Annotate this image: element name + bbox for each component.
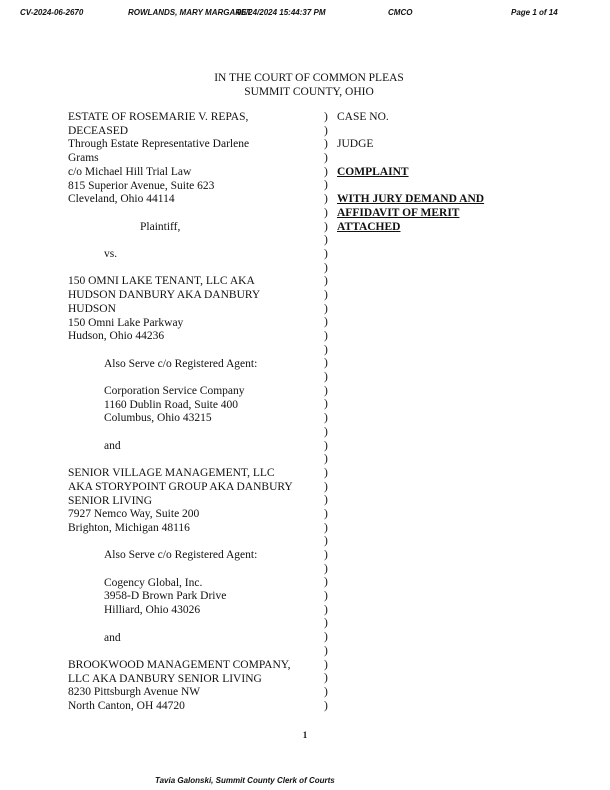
caption-paren: ) [324, 261, 328, 274]
caption-paren: ) [324, 494, 328, 507]
jury-demand-title: ATTACHED [337, 220, 401, 233]
court-heading [0, 72, 610, 99]
defendant-1-name: 150 OMNI LAKE TENANT, LLC AKA [68, 275, 255, 288]
caption-paren: ) [324, 193, 328, 206]
caption-paren: ) [324, 138, 328, 151]
caption-paren: ) [324, 220, 328, 233]
caption-paren: ) [324, 179, 328, 192]
caption-divider [324, 111, 332, 713]
clerk-footer: Tavia Galonski, Summit County Clerk of Courts [155, 776, 335, 785]
judge-label: JUDGE [337, 138, 374, 151]
court-name: IN THE COURT OF COMMON PLEAS [214, 72, 404, 84]
defendant-2-name: SENIOR LIVING [68, 494, 153, 507]
caption-paren: ) [324, 521, 328, 534]
plaintiff-label: Plaintiff, [140, 220, 181, 233]
defendant-2-agent: 3958-D Brown Park Drive [104, 590, 227, 603]
defendant-2-name: SENIOR VILLAGE MANAGEMENT, LLC [68, 467, 275, 480]
defendant-1-agent: Columbus, Ohio 43215 [104, 412, 212, 425]
complaint-title: COMPLAINT [337, 165, 409, 178]
defendant-1-address: 150 Omni Lake Parkway [68, 316, 184, 329]
caption-paren: ) [324, 302, 328, 315]
defendant-2-agent: Cogency Global, Inc. [104, 576, 203, 589]
caption-paren: ) [324, 165, 328, 178]
caption-paren: ) [324, 590, 328, 603]
plaintiff-counsel: c/o Michael Hill Trial Law [68, 165, 192, 178]
defendant-2-serve-label: Also Serve c/o Registered Agent: [104, 549, 258, 562]
defendant-2-address: 7927 Nemco Way, Suite 200 [68, 508, 200, 521]
caption-paren: ) [324, 672, 328, 685]
caption-paren: ) [324, 247, 328, 260]
caption-paren: ) [324, 206, 328, 219]
and-separator: and [104, 439, 121, 452]
caption-paren: ) [324, 343, 328, 356]
caption-paren: ) [324, 699, 328, 712]
caption-paren: ) [324, 357, 328, 370]
caption-paren: ) [324, 658, 328, 671]
defendant-3-name: LLC AKA DANBURY SENIOR LIVING [68, 672, 262, 685]
caption-paren: ) [324, 288, 328, 301]
plaintiff-representative: Through Estate Representative Darlene [68, 138, 250, 151]
caption-paren: ) [324, 466, 328, 479]
caption-paren: ) [324, 562, 328, 575]
caption-paren: ) [324, 371, 328, 384]
caption-paren: ) [324, 603, 328, 616]
versus-label: vs. [104, 248, 118, 260]
caption-paren: ) [324, 412, 328, 425]
caption-paren: ) [324, 425, 328, 438]
caption-parties [68, 111, 320, 714]
header-page-count: Page 1 of 14 [511, 8, 558, 17]
caption-paren: ) [324, 644, 328, 657]
plaintiff-name: DECEASED [68, 124, 129, 137]
caption-paren: ) [324, 316, 328, 329]
jury-demand-title: WITH JURY DEMAND AND [337, 193, 485, 206]
defendant-1-serve-label: Also Serve c/o Registered Agent: [104, 357, 258, 370]
caption-paren: ) [324, 535, 328, 548]
caption-paren: ) [324, 453, 328, 466]
caption-paren: ) [324, 480, 328, 493]
plaintiff-address: Cleveland, Ohio 44114 [68, 193, 175, 206]
caption-paren: ) [324, 439, 328, 452]
caption-paren: ) [324, 234, 328, 247]
caption-paren: ) [324, 507, 328, 520]
caption-paren: ) [324, 549, 328, 561]
caption-paren: ) [324, 111, 328, 123]
and-separator: and [104, 631, 121, 644]
caption-paren: ) [324, 384, 328, 397]
defendant-1-address: Hudson, Ohio 44236 [68, 330, 165, 343]
jury-demand-title: AFFIDAVIT OF MERIT [337, 206, 460, 219]
caption-paren: ) [324, 152, 328, 165]
defendant-1-name: HUDSON DANBURY AKA DANBURY [68, 289, 261, 302]
header-party-name: ROWLANDS, MARY MARGARET [128, 8, 252, 17]
defendant-2-agent: Hilliard, Ohio 43026 [104, 604, 201, 617]
defendant-2-name: AKA STORYPOINT GROUP AKA DANBURY [68, 480, 293, 493]
page-number: 1 [302, 730, 308, 740]
header-case-number: CV-2024-06-2670 [20, 8, 84, 17]
plaintiff-name: ESTATE OF ROSEMARIE V. REPAS, [68, 111, 249, 123]
defendant-2-address: Brighton, Michigan 48116 [68, 521, 190, 534]
plaintiff-representative: Grams [68, 152, 99, 165]
defendant-1-agent: 1160 Dublin Road, Suite 400 [104, 398, 239, 411]
caption-paren: ) [324, 576, 328, 589]
caption-paren: ) [324, 275, 328, 288]
caption-case-info [337, 111, 577, 234]
caption-paren: ) [324, 685, 328, 698]
case-number-label: CASE NO. [337, 111, 389, 123]
defendant-1-agent: Corporation Service Company [104, 384, 245, 397]
defendant-1-name: HUDSON [68, 302, 116, 315]
defendant-3-name: BROOKWOOD MANAGEMENT COMPANY, [68, 658, 291, 671]
defendant-3-address: North Canton, OH 44720 [68, 700, 185, 713]
header-doc-type: CMCO [388, 8, 413, 17]
caption-paren: ) [324, 631, 328, 644]
caption-paren: ) [324, 124, 328, 137]
defendant-3-address: 8230 Pittsburgh Avenue NW [68, 686, 201, 699]
caption-paren: ) [324, 330, 328, 342]
caption-paren: ) [324, 617, 328, 630]
court-county: SUMMIT COUNTY, OHIO [244, 85, 374, 98]
plaintiff-address: 815 Superior Avenue, Suite 623 [68, 179, 215, 192]
header-timestamp: 06/24/2024 15:44:37 PM [237, 8, 326, 17]
caption-paren: ) [324, 398, 328, 411]
